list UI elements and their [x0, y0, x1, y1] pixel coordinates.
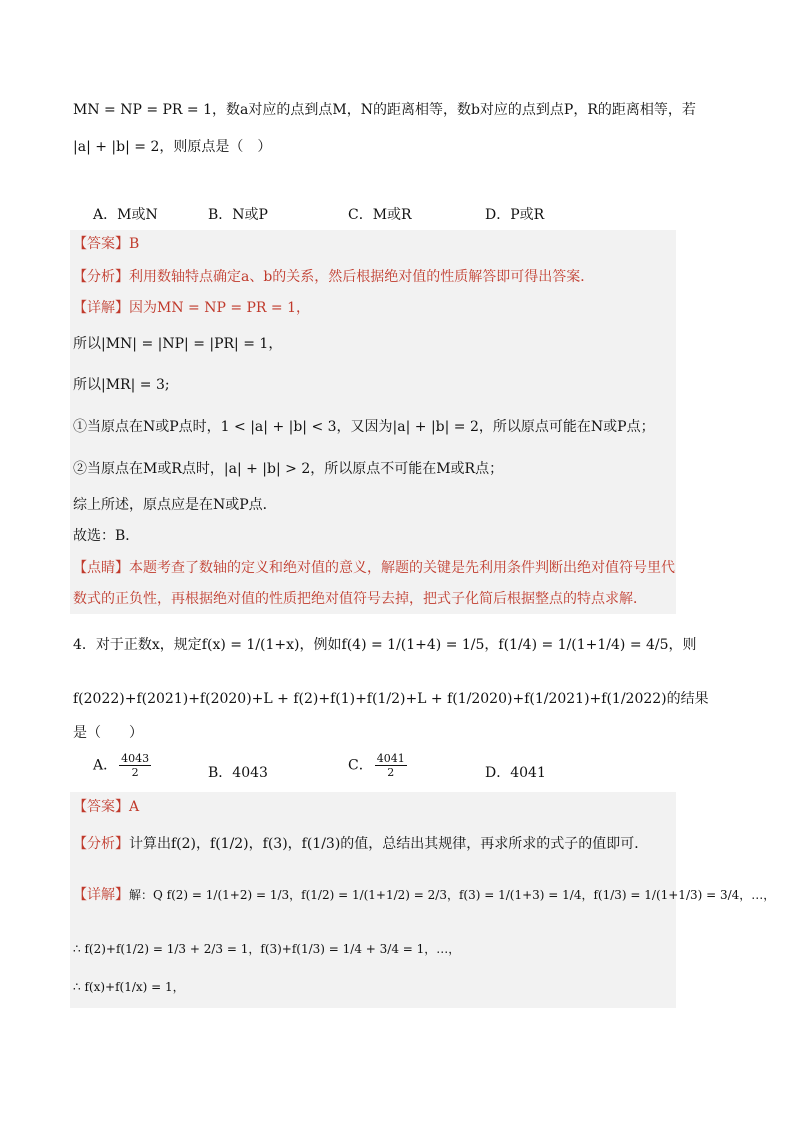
answer-value: A	[129, 799, 140, 815]
option-c-fraction	[375, 752, 407, 779]
solution3-line4: ②当原点在M或R点时，|a| + |b| > 2，所以原点不可能在M或R点；	[73, 461, 504, 477]
analysis-text: 计算出f(2)，f(1/2)，f(3)，f(1/3)的值，总结出其规律，再求所求的式子的值即可．	[129, 836, 649, 852]
solution3-line1: 所以|MN| = |NP| = |PR| = 1，	[73, 336, 283, 352]
problem3-option-d: D．P或R	[485, 207, 545, 223]
analysis-tag: 【分析】	[73, 836, 129, 852]
comment-text-1: 本题考查了数轴的定义和绝对值的意义，解题的关键是先利用条件判断出绝对值符号里代	[129, 560, 675, 576]
option-a-numerator: 4043	[121, 752, 150, 765]
problem4-option-b: B．4043	[208, 765, 268, 781]
solution3-line6: 故选：B．	[73, 528, 140, 544]
analysis-text: 利用数轴特点确定a、b的关系，然后根据绝对值的性质解答即可得出答案．	[129, 269, 595, 285]
problem3-line2-text: |a| + |b| = 2，则原点是（ ）	[73, 139, 272, 155]
option-a-fraction	[119, 752, 151, 779]
problem3-line1	[73, 99, 696, 121]
solution3-line2: 所以|MR| = 3;	[73, 377, 170, 393]
option-c-numerator: 4041	[376, 752, 405, 765]
problem4-stem-a: 4．对于正数x，规定f(x) = 1/(1+x)，例如f(4) = 1/(1+4) = 1/5，f(1/4) = 1/(1+1/4) = 4/5，则	[73, 637, 697, 653]
solution4-analysis	[73, 833, 648, 855]
option-a-denominator: 2	[131, 766, 139, 779]
problem3-option-c: C．M或R	[348, 207, 412, 223]
answer-tag: 【答案】	[73, 799, 129, 815]
detail-tag: 【详解】	[73, 300, 129, 316]
detail-text: 解：Q f(2) = 1/(1+2) = 1/3，f(1/2) = 1/(1+1/2) = 2/3，f(3) = 1/(1+3) = 1/4，f(1/3) = 1/(1+1/3) = 3/4，…，	[129, 888, 776, 902]
comment-tag: 【点睛】	[73, 560, 129, 576]
answer-value: B	[129, 236, 140, 252]
detail-tag: 【详解】	[73, 887, 129, 903]
option-c-denominator: 2	[387, 766, 395, 779]
answer-tag: 【答案】	[73, 236, 129, 252]
option-c-label: C．	[348, 757, 373, 774]
solution3-detail	[73, 297, 310, 319]
solution4-answer	[73, 796, 139, 818]
solution3-line5: 综上所述，原点应是在N或P点．	[73, 497, 277, 513]
problem4-stem-b: f(2022)+f(2021)+f(2020)+L + f(2)+f(1)+f(1/2)+L + f(1/2020)+f(1/2021)+f(1/2022)的结果	[73, 691, 709, 707]
problem3-line1-text: MN = NP = PR = 1，数a对应的点到点M，N的距离相等，数b对应的点到点P，R的距离相等，若	[73, 102, 696, 118]
solution3-comment1	[73, 557, 675, 579]
solution4-detail	[73, 884, 775, 906]
problem4-option-d: D．4041	[485, 765, 546, 781]
problem4-stem-c: 是（ ）	[73, 725, 143, 741]
problem4-option-c	[348, 752, 409, 779]
solution3-answer	[73, 233, 139, 255]
solution3-analysis	[73, 266, 594, 288]
detail-text: 因为MN = NP = PR = 1，	[129, 300, 311, 316]
option-a-label: A．	[93, 757, 118, 774]
problem3-option-a: A．M或N	[93, 207, 158, 223]
problem3-line2	[73, 136, 271, 158]
solution3-comment2: 数式的正负性，再根据绝对值的性质把绝对值符号去掉，把式子化简后根据整点的特点求解．	[73, 591, 647, 607]
problem4-option-a	[93, 752, 153, 779]
solution3-line3: ①当原点在N或P点时，1 < |a| + |b| < 3，又因为|a| + |b| = 2，所以原点可能在N或P点；	[73, 419, 655, 435]
problem3-option-b: B．N或P	[208, 207, 268, 223]
analysis-tag: 【分析】	[73, 269, 129, 285]
solution4-line2: ∴ f(x)+f(1/x) = 1，	[73, 980, 185, 994]
solution4-line1: ∴ f(2)+f(1/2) = 1/3 + 2/3 = 1，f(3)+f(1/3) = 1/4 + 3/4 = 1，…，	[73, 942, 461, 956]
